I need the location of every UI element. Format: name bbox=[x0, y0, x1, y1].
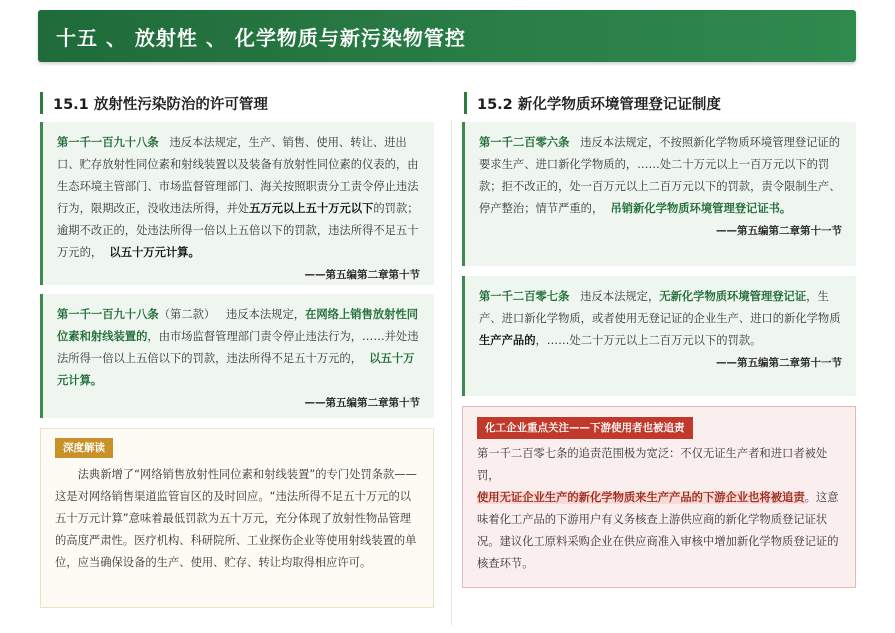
section-title-15-2: 15.2 新化学物质环境管理登记证制度 bbox=[464, 92, 721, 114]
alert-highlight: 使用无证企业生产的新化学物质来生产产品的下游企业也将被追责 bbox=[477, 491, 805, 504]
article-1198-card bbox=[40, 122, 434, 285]
article-number: 第一千二百零六条 bbox=[479, 136, 570, 149]
alert-badge: 化工企业重点关注——下游使用者也被追责 bbox=[477, 417, 693, 439]
article-number: 第一千一百九十八条 bbox=[57, 136, 159, 149]
page-title: 十五 、 放射性 、 化学物质与新污染物管控 bbox=[56, 25, 466, 50]
article-number: 第一千一百九十八条 bbox=[57, 308, 159, 321]
chemical-enterprise-alert-box bbox=[462, 406, 856, 588]
article-text: 第一千一百九十八条 违反本法规定，生产、销售、使用、转让、进出口、贮存放射性同位素和射线装置以及装备有放射性同位素的仪表的，由生态环境主管部门、市场监督管理部门、海关按照职责分工责令停止违法行为，限期改正，没收违法所得，并处五万元以上五十万元以下的罚款；逾期不改正的，处违法所得一倍以上五倍以下的罚款，违法所得不足五十万元的， 以五十万元计算。 bbox=[57, 136, 419, 259]
deep-interpretation-badge: 深度解读 bbox=[55, 438, 113, 458]
article-source: ——第五编第二章第十一节 bbox=[716, 225, 842, 237]
deep-interpretation-text: 法典新增了“网络销售放射性同位素和射线装置”的专门处罚条款——这是对网络销售渠道监管盲区的及时回应。“违法所得不足五十万元的以五十万元计算”意味着最低罚款为五十万元，充分体现了放射性物品管理的高度严肃性。医疗机构、科研院所、工业探伤企业等使用射线装置的单位，应当确保设备的生产、使用、贮存、转让均取得相应许可。 bbox=[55, 468, 417, 569]
column-divider bbox=[451, 120, 452, 625]
article-1198-para2-card bbox=[40, 294, 434, 418]
deep-interpretation-box bbox=[40, 428, 434, 608]
article-text: 第一千二百零七条 违反本法规定，无新化学物质环境管理登记证，生产、进口新化学物质，或者使用无登记证的企业生产、进口的新化学物质生产产品的，……处二十万元以上二百万元以下的罚款。 bbox=[479, 290, 841, 347]
article-source: ——第五编第二章第十节 bbox=[304, 397, 420, 409]
article-source: ——第五编第二章第十节 bbox=[304, 269, 420, 281]
article-source: ——第五编第二章第十一节 bbox=[716, 357, 842, 369]
section-title-15-1: 15.1 放射性污染防治的许可管理 bbox=[40, 92, 268, 114]
page-header bbox=[38, 10, 856, 62]
article-number: 第一千二百零七条 bbox=[479, 290, 570, 303]
article-1206-card bbox=[462, 122, 856, 266]
article-text: 第一千一百九十八条（第二款） 违反本法规定，在网络上销售放射性同位素和射线装置的，由市场监督管理部门责令停止违法行为，……并处违法所得一倍以上五倍以下的罚款，违法所得不足五十万元的， 以五十万元计算。 bbox=[57, 308, 419, 387]
article-1207-card bbox=[462, 276, 856, 396]
article-text: 第一千二百零六条 违反本法规定，不按照新化学物质环境管理登记证的要求生产、进口新化学物质的，……处二十万元以上一百万元以下的罚款；拒不改正的，处一百万元以上二百万元以下的罚款，责令限制生产、停产整治；情节严重的， 吊销新化学物质环境管理登记证书。 bbox=[479, 136, 841, 215]
alert-text: 第一千二百零七条的追责范围极为宽泛：不仅无证生产者和进口者被处罚， 使用无证企业生产的新化学物质来生产产品的下游企业也将被追责。这意味着化工产品的下游用户有义务核查上游供应商的新化学物质登记证状况。建议化工原料采购企业在供应商准入审核中增加新化学物质登记证的核查环节。 bbox=[477, 447, 839, 570]
